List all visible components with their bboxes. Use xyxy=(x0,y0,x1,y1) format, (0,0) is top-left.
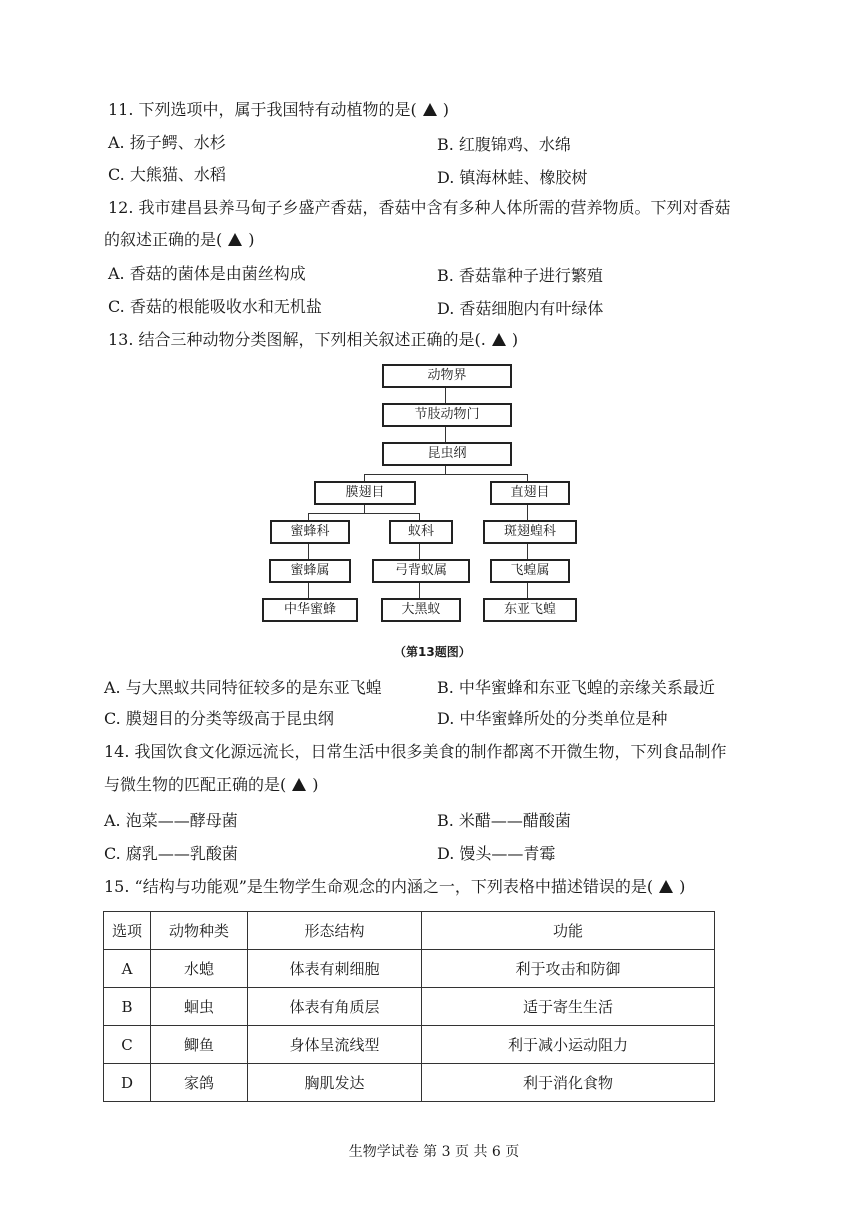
q12-stem-line1: 12. 我市建昌县养马甸子乡盛产香菇，香菇中含有多种人体所需的营养物质。下列对香菇 xyxy=(108,198,731,217)
connector xyxy=(445,466,446,474)
q14-stem-line1: 14. 我国饮食文化源远流长，日常生活中很多美食的制作都离不开微生物，下列食品制作 xyxy=(104,742,727,761)
q15-stem-text: 15. “结构与功能观”是生物学生命观念的内涵之一，下列表格中描述错误的是( xyxy=(104,877,654,896)
q13-close-paren: ) xyxy=(511,330,519,349)
table-cell: 蛔虫 xyxy=(151,988,248,1026)
q12-option-b: B. 香菇靠种子进行繁殖 xyxy=(437,266,603,285)
answer-triangle-icon xyxy=(492,333,506,346)
table-cell: A xyxy=(104,950,151,988)
q11-option-b: B. 红腹锦鸡、水绵 xyxy=(437,135,571,154)
q11-option-a: A. 扬子鳄、水杉 xyxy=(108,133,226,152)
figure-caption: （第13题图） xyxy=(394,645,471,659)
table-row xyxy=(104,950,715,988)
table-header-cell: 功能 xyxy=(422,912,715,950)
table-cell: 家鸽 xyxy=(151,1064,248,1102)
q11-stem-text: 11. 下列选项中，属于我国特有动植物的是( xyxy=(108,100,417,119)
q15-table xyxy=(103,911,715,1102)
connector xyxy=(419,583,420,599)
q14-close-paren: ) xyxy=(312,775,319,794)
q13-stem xyxy=(108,330,518,350)
table-cell: D xyxy=(104,1064,151,1102)
table-row xyxy=(104,988,715,1026)
q11-option-c: C. 大熊猫、水稻 xyxy=(108,165,226,184)
table-cell: 利于减小运动阻力 xyxy=(422,1026,715,1064)
table-cell: B xyxy=(104,988,151,1026)
connector xyxy=(364,474,528,475)
table-header-cell: 动物种类 xyxy=(151,912,248,950)
answer-triangle-icon xyxy=(423,103,437,116)
table-cell: 体表有刺细胞 xyxy=(248,950,422,988)
q13-option-b: B. 中华蜜蜂和东亚飞蝗的亲缘关系最近 xyxy=(437,678,715,697)
q14-stem-line2 xyxy=(104,775,319,795)
connector xyxy=(364,505,365,513)
node-genus-apis: 蜜蜂属 xyxy=(269,559,351,583)
table-cell: 体表有角质层 xyxy=(248,988,422,1026)
table-cell: 适于寄生生活 xyxy=(422,988,715,1026)
table-cell: 水螅 xyxy=(151,950,248,988)
node-order-hymenoptera: 膜翅目 xyxy=(314,481,416,505)
connector xyxy=(445,427,446,443)
table-cell: 利于消化食物 xyxy=(422,1064,715,1102)
connector xyxy=(308,544,309,560)
node-species-locusta: 东亚飞蝗 xyxy=(483,598,577,622)
node-family-apidae: 蜜蜂科 xyxy=(270,520,350,544)
table-cell: 胸肌发达 xyxy=(248,1064,422,1102)
q14-option-b: B. 米醋——醋酸菌 xyxy=(437,811,571,830)
q12-option-d: D. 香菇细胞内有叶绿体 xyxy=(437,299,604,318)
q14-option-c: C. 腐乳——乳酸菌 xyxy=(104,844,238,863)
table-header-cell: 形态结构 xyxy=(248,912,422,950)
q14-stem2-text: 与微生物的匹配正确的是( xyxy=(104,775,287,794)
table-cell: C xyxy=(104,1026,151,1064)
node-class: 昆虫纲 xyxy=(382,442,512,466)
q15-close-paren: ) xyxy=(679,877,686,896)
answer-triangle-icon xyxy=(659,880,673,893)
node-family-formicidae: 蚁科 xyxy=(389,520,453,544)
q13-stem-text: 13. 结合三种动物分类图解，下列相关叙述正确的是(. xyxy=(108,330,486,349)
q12-option-c: C. 香菇的根能吸收水和无机盐 xyxy=(108,297,322,316)
q13-option-c: C. 膜翅目的分类等级高于昆虫纲 xyxy=(104,709,334,728)
table-header-row xyxy=(104,912,715,950)
q14-option-d: D. 馒头——青霉 xyxy=(437,844,556,863)
node-species-camponotus: 大黑蚁 xyxy=(381,598,461,622)
connector xyxy=(445,386,446,403)
q12-option-a: A. 香菇的菌体是由菌丝构成 xyxy=(108,264,306,283)
connector xyxy=(527,544,528,560)
connector xyxy=(308,513,420,514)
table-cell: 利于攻击和防御 xyxy=(422,950,715,988)
node-kingdom: 动物界 xyxy=(382,364,512,388)
q11-option-d: D. 镇海林蛙、橡胶树 xyxy=(437,168,588,187)
q11-close-paren: ) xyxy=(442,100,450,119)
table-header-cell: 选项 xyxy=(104,912,151,950)
q13-option-d: D. 中华蜜蜂所处的分类单位是种 xyxy=(437,709,668,728)
connector xyxy=(527,583,528,599)
connector xyxy=(308,583,309,599)
answer-triangle-icon xyxy=(292,778,306,791)
node-family-oedipodidae: 斑翅蝗科 xyxy=(483,520,577,544)
table-row xyxy=(104,1026,715,1064)
node-genus-locusta: 飞蝗属 xyxy=(490,559,570,583)
node-species-apis-cerana: 中华蜜蜂 xyxy=(262,598,358,622)
table-row xyxy=(104,1064,715,1102)
answer-triangle-icon xyxy=(228,233,242,246)
q11-stem xyxy=(108,100,449,120)
node-genus-camponotus: 弓背蚁属 xyxy=(372,559,470,583)
node-phylum: 节肢动物门 xyxy=(382,403,512,427)
q15-stem xyxy=(104,877,685,897)
node-order-orthoptera: 直翅目 xyxy=(490,481,570,505)
table-cell: 鲫鱼 xyxy=(151,1026,248,1064)
q12-stem-line2 xyxy=(104,230,255,250)
table-cell: 身体呈流线型 xyxy=(248,1026,422,1064)
q12-close-paren: ) xyxy=(248,230,255,249)
q13-option-a: A. 与大黑蚁共同特征较多的是东亚飞蝗 xyxy=(104,678,382,697)
q14-option-a: A. 泡菜——酵母菌 xyxy=(104,811,238,830)
connector xyxy=(419,544,420,560)
q12-stem2-text: 的叙述正确的是( xyxy=(104,230,223,249)
page-footer: 生物学试卷 第 3 页 共 6 页 xyxy=(348,1144,520,1160)
